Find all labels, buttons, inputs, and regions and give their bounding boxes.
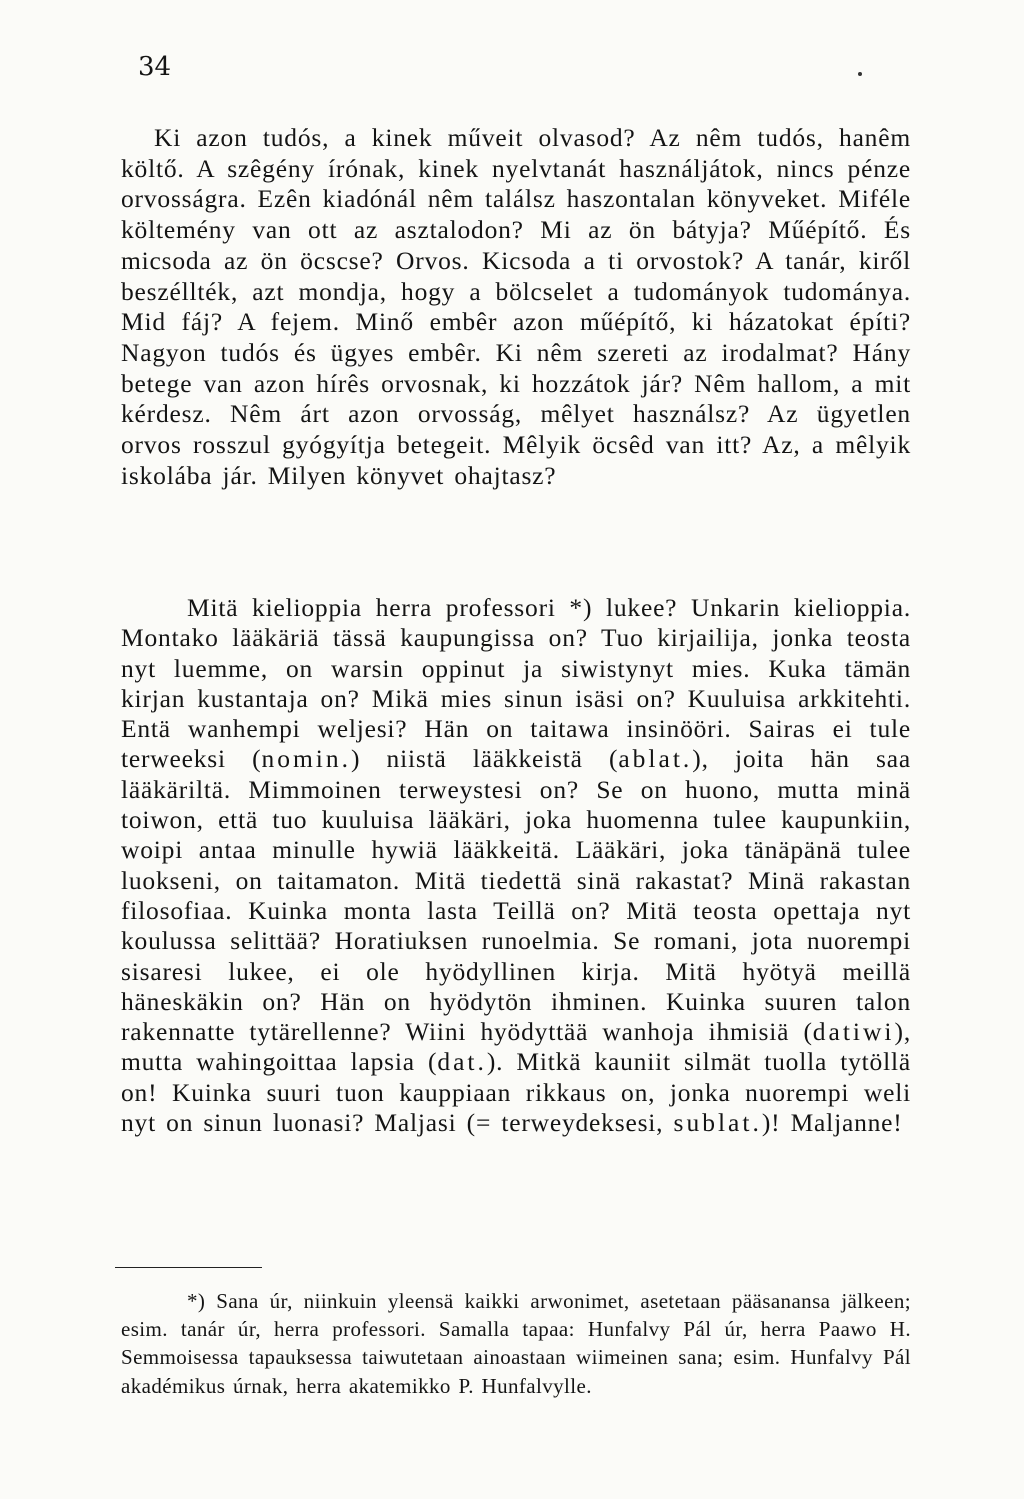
case-label-sublative: sublat. [673,1108,762,1138]
case-label-nominative: nomin. [261,744,351,774]
page-number: 34 [138,52,172,82]
case-label-ablative: ablat. [618,744,693,774]
stray-dot [858,72,862,76]
paragraph-hungarian: Ki azon tudós, a kinek műveit olvasod? Az nêm tudós, hanêm költő. A szêgény írónak, kinek nyelvtanát használjátok, nincs pénze orvosságra. Ezên kiadónál nêm találsz haszontalan könyveket. Miféle költemény van ott az asztalodon? Mi az ön bátyja? Műépítő. És micsoda az ön öcscse? Orvos. Kicsoda a ti orvostok? A tanár, kiről beszéllték, azt mondja, hogy a bölcselet a tudományok tudománya. Mid fáj? A fejem. Minő embêr azon műépítő, ki házatokat építi? Nagyon tudós és ügyes embêr. Ki nêm szereti az irodalmat? Hány betege van azon hírês orvosnak, ki hozzátok jár? Nêm hallom, a mit kérdesz. Nêm árt azon orvosság, mêlyet használsz? Az ügyetlen orvos rosszul gyógyítja betegeit. Mêlyik öcsêd van itt? Az, a mêlyik iskolába jár. Milyen könyvet ohajtasz? [121,123,911,490]
paragraph-finnish-part-5: ). Mitkä kauniit silmät tuolla tytöllä on! Kuinka suuri tuon kauppiaan rikkaus on, jonka nuorempi weli nyt on sinun luonasi? Maljasi (= terweydeksesi, [121,1047,911,1138]
paragraph-finnish-part-1: Mitä kielioppia herra professori *) lukee? Unkarin kielioppia. Montako lääkäriä tässä kaupungissa on? Tuo kirjailija, jonka teosta nyt luemme, on warsin oppinut ja siwistynyt mies. Kuka tämän kirjan kustantaja on? Mikä mies sinun isäsi on? Kuuluisa arkkitehti. Entä wanhempi weljesi? Hän on taitawa insinööri. Sairas ei tule terweeksi ( [121,593,911,774]
footnote-divider [115,1267,262,1268]
paragraph-finnish-part-6: )! Maljanne! [761,1108,903,1138]
case-label-dative-short: dat. [437,1047,487,1077]
case-label-dative: datiwi [812,1017,895,1047]
paragraph-finnish-part-4: ), mutta wahingoittaa lapsia ( [121,1017,911,1077]
footnote: *) Sana úr, niinkuin yleensä kaikki arwonimet, asetetaan pääsanansa jälkeen; esim. tanár úr, herra professori. Samalla tapaa: Hunfalvy Pál úr, herra Paawo H. Semmoisessa tapauksessa taiwutetaan ainoastaan wiimeinen sana; esim. Hunfalvy Pál akadémikus úrnak, herra akatemikko P. Hunfalvylle. [121,1289,911,1398]
paragraph-finnish [121,593,911,1138]
paragraph-finnish-part-2: ) niistä lääkkeistä ( [351,744,619,774]
paragraph-finnish-part-3: ), joita hän saa lääkäriltä. Mimmoinen terweystesi on? Se on huono, mutta minä toiwon, että tuo kuuluisa lääkäri, joka huomenna tulee kaupunkiin, woipi antaa minulle hywiä lääkkeitä. Lääkäri, joka tänäpänä tulee luokseni, on taitamaton. Mitä tiedettä sinä rakastat? Minä rakastan filosofiaa. Kuinka monta lasta Teillä on? Mitä teosta opettaja nyt koulussa selittää? Horatiuksen runoelmia. Se romani, jota nuorempi sisaresi lukee, ei ole hyödyllinen kirja. Mitä hyötyä meillä häneskäkin on? Hän on hyödytön ihminen. Kuinka suuren talon rakennatte tytärellenne? Wiini hyödyttää wanhoja ihmisiä ( [121,744,912,1047]
